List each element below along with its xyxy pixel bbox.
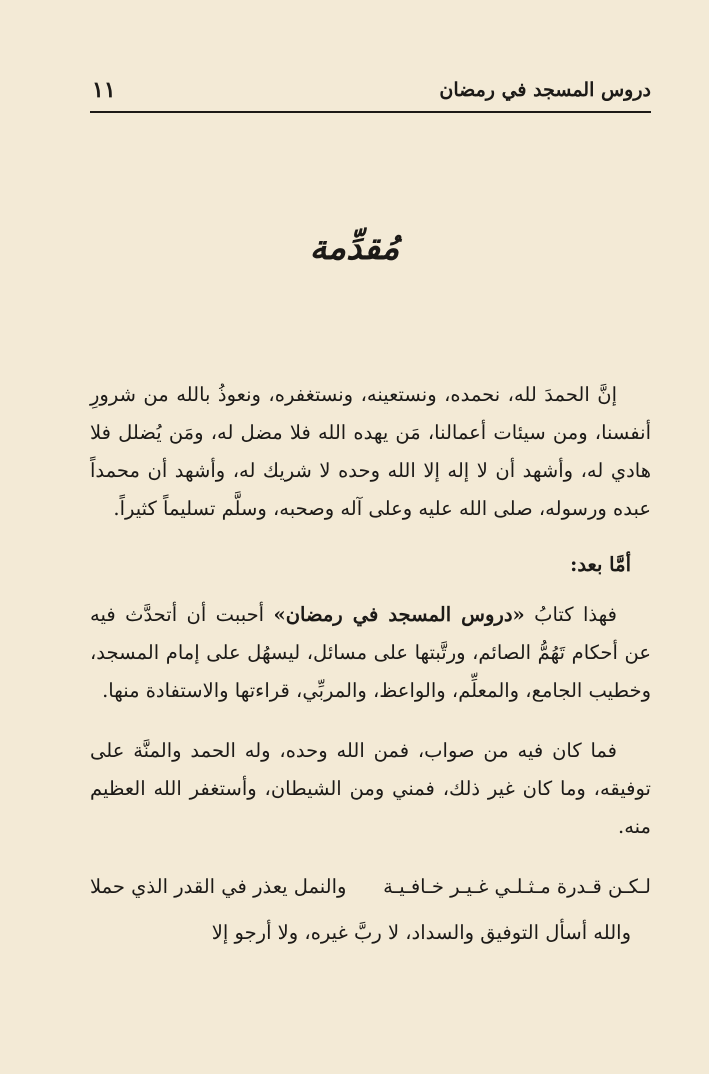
page-number: ١١ (92, 77, 116, 103)
verse-second-hemistich: والنمل يعذر في القدر الذي حملا (90, 875, 347, 898)
sub-heading: أمَّا بعد: (570, 553, 631, 576)
page-header (92, 70, 651, 110)
paragraph-book-intro (90, 596, 651, 710)
paragraph-rest: أحببت أن أتحدَّث فيه عن أحكام تَهُمُّ الصائم، ورتَّبتها على مسائل، ليسهُل على إمام المسجد، وخطيب الجامع، والمعلِّم، والواعظ، والمربِّي، قراءتها والاستفادة منها. (90, 603, 651, 702)
section-heading: مُقدِّمة (309, 228, 400, 268)
paragraph-lead: فهذا كتابُ (534, 603, 617, 626)
closing-line: والله أسأل التوفيق والسداد، لا ربَّ غيره، ولا أرجو إلا (211, 921, 631, 944)
book-title: «دروس المسجد في رمضان» (273, 603, 525, 626)
poetry-verse (90, 868, 651, 906)
paragraph-acknowledgement: فما كان فيه من صواب، فمن الله وحده، وله الحمد والمنَّة على توفيقه، وما كان غير ذلك، فمني ومن الشيطان، وأستغفر الله العظيم منه. (90, 739, 651, 838)
paragraph-opening: إنَّ الحمدَ لله، نحمده، ونستعينه، ونستغفره، ونعوذُ بالله من شرورِ أنفسنا، ومن سيئات أعمالنا، مَن يهده الله فلا مضل له، ومَن يُضلل فلا هادي له، وأشهد أن لا إله إلا الله وحده لا شريك له، وأشهد أن محمداً عبده ورسوله، صلى الله عليه وعلى آله وصحبه، وسلَّم تسليماً كثيراً. (90, 383, 651, 520)
verse-first-hemistich: لـكـن قـدرة مـثـلـي غـيـر خـافـيـة (383, 875, 651, 898)
header-rule (90, 111, 651, 113)
running-title: دروس المسجد في رمضان (439, 79, 651, 101)
body-text (90, 376, 651, 952)
